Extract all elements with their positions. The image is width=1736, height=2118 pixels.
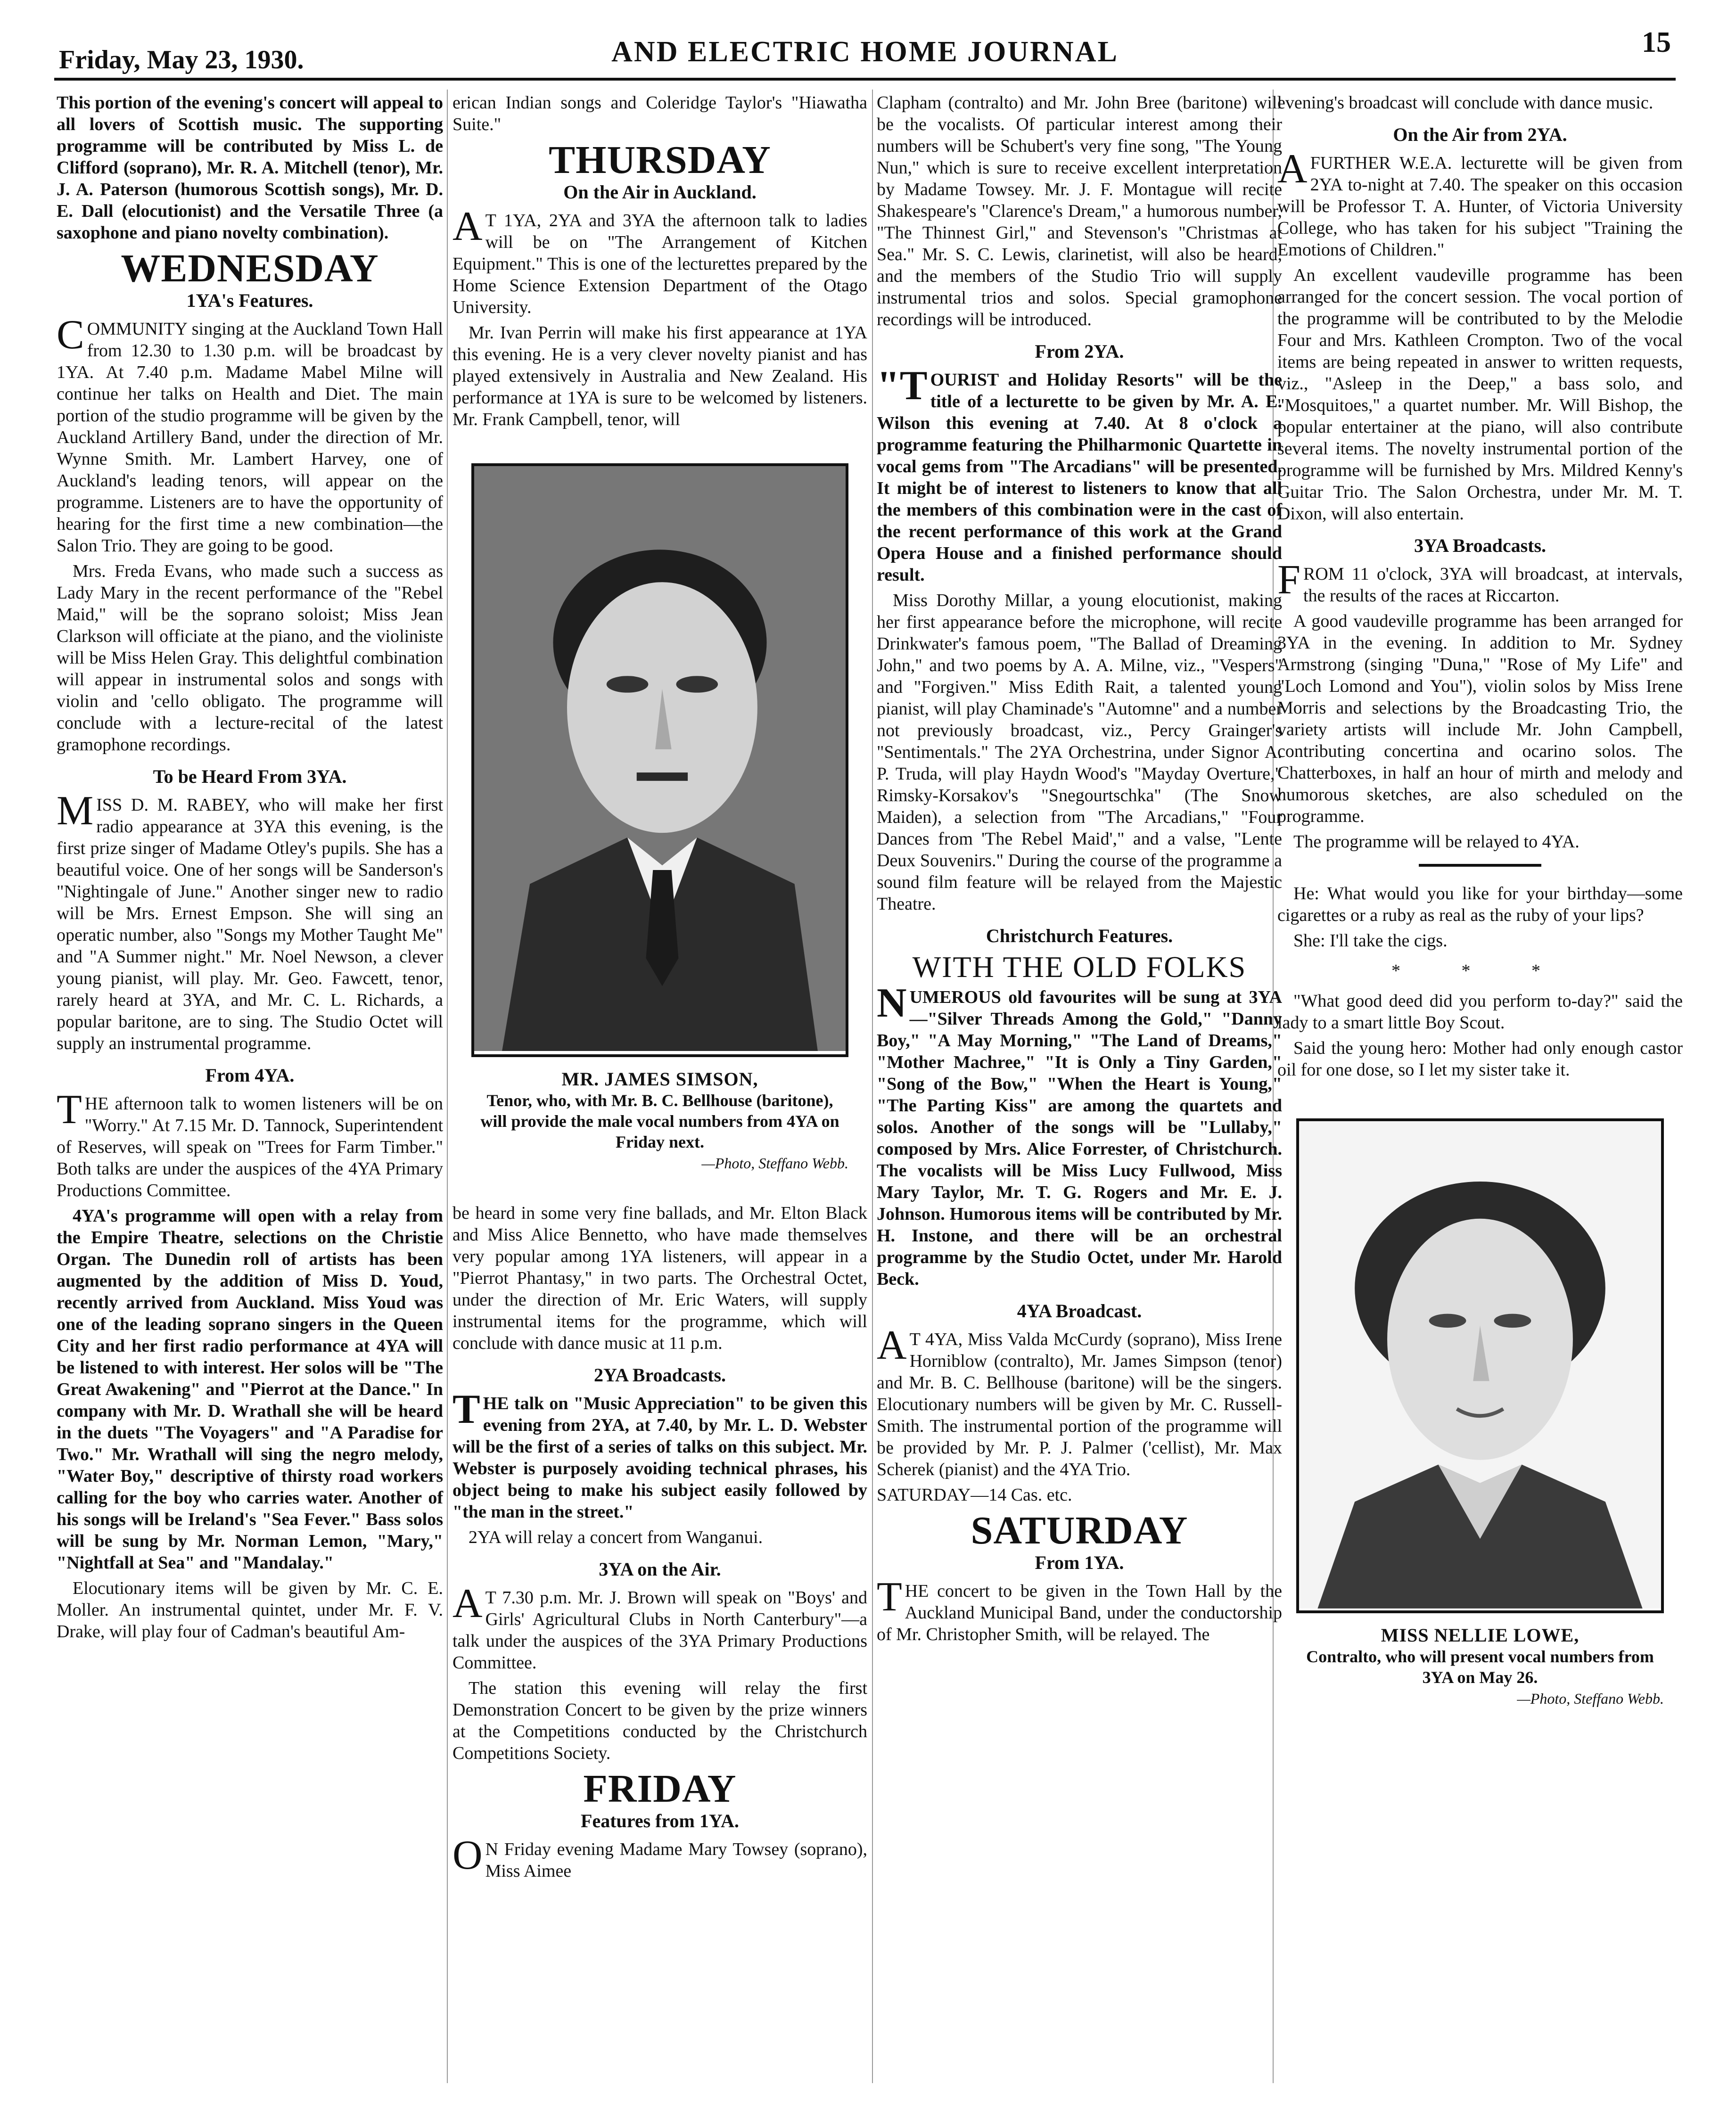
paragraph: THE afternoon talk to women listeners will be on "Worry." At 7.15 Mr. D. Tannock, Superintendent of Reserves, will speak on "Trees for Farm Timber." Both talks are under the auspices of the 4YA Primary Productions Committee. xyxy=(57,1087,443,1200)
photo-caption: Contralto, who will present vocal numbers from 3YA on May 26. xyxy=(1306,1647,1654,1687)
paragraph: SATURDAY—14 Cas. etc. xyxy=(877,1485,1072,1505)
subheading: From 1YA. xyxy=(1035,1552,1124,1573)
paragraph: 4YA's programme will open with a relay from the Empire Theatre, selections on the Christie Organ. The Dunedin roll of artists has been augmented by the addition of Miss D. Youd, recently arrived from Auckland. Miss Youd was one of the leading soprano singers in the Queen City and her first radio performance at 4YA will be listened to with interest. Her solos will be "The Great Awakening" and "Pierrot at the Dance." In company with Mr. D. Wrathall she will be heard in the duets "The Voyagers" and "A Paradise for Two." Mr. Wrathall will sing the negro melody, "Water Boy," descriptive of thirsty road workers calling for the boy who carries water. Another of his songs will be Ireland's "Sea Fever." Bass solos will be sung by Mr. Norman Lemon, "Mary," "Nightfall at Sea" and "Mandalay." xyxy=(57,1206,443,1573)
paragraph: A good vaudeville programme has been arranged for 3YA in the evening. In addition to Mr. Sydney Armstrong (singing "Duna," "Rose of My Life" and "Loch Lomond and You"), violin solos by Miss Irene Morris and selections by the Broadcasting Trio, the variety artists will include Mr. John Campbell, contributing concertina and ocarino solos. The Chatterboxes, in half an hour of mirth and melody and humorous sketches, are also scheduled on the programme. xyxy=(1277,611,1683,826)
feature-title-old-folks: WITH THE OLD FOLKS xyxy=(912,950,1247,984)
photo-james-simson xyxy=(471,463,848,1057)
column-3 xyxy=(877,92,1282,1649)
column-4 xyxy=(1277,92,1683,1709)
joke-line: She: I'll take the cigs. xyxy=(1293,931,1448,951)
column-1 xyxy=(57,92,443,1646)
subheading: 1YA's Features. xyxy=(186,290,313,311)
paragraph: "TOURIST and Holiday Resorts" will be the title of a lecturette to be given by Mr. A. E. Wilson this evening at 7.40. At 8 o'clock a programme featuring the Philharmonic Quartette in vocal gems from "The Arcadians" will be presented. It might be of interest to listeners to know that all the members of this combination were in the cast of the recent performance of this work at the Grand Opera House and a finished performance should result. xyxy=(877,363,1282,585)
paragraph: COMMUNITY singing at the Auckland Town Hall from 12.30 to 1.30 p.m. will be broadcast by 1YA. At 7.40 p.m. Madame Mabel Milne will continue her talks on Health and Diet. The main portion of the studio programme will be given by the Auckland Artillery Band, under the direction of Mr. Wynne Smith. Mr. Lambert Harvey, one of Auckland's leading tenors, will appear on the programme. Listeners are to have the opportunity of hearing for the first time a new combination—the Salon Trio. They are going to be good. xyxy=(57,312,443,556)
page-header xyxy=(54,26,1676,81)
photo-nellie-lowe xyxy=(1296,1118,1664,1613)
photo-name: MISS NELLIE LOWE, xyxy=(1381,1625,1580,1646)
subheading: 3YA on the Air. xyxy=(599,1559,721,1580)
subheading: From 4YA. xyxy=(205,1065,295,1086)
portrait-man-icon xyxy=(474,466,846,1051)
paragraph: FROM 11 o'clock, 3YA will broadcast, at intervals, the results of the races at Riccarton. xyxy=(1277,557,1683,606)
issue-date: Friday, May 23, 1930. xyxy=(59,45,304,74)
paragraph: Clapham (contralto) and Mr. John Bree (baritone) will be the vocalists. Of particular interest among their numbers will be Schubert's very fine song, "The Young Nun," which is sure to receive excellent interpretation by Madame Towsey. Mr. J. F. Montague will recite Shakespeare's "Clarence's Dream," a humorous number, "The Thinnest Girl," and Stevenson's "Christmas at Sea." Mr. S. C. Lewis, clarinetist, will also be heard, and the members of the Studio Trio will supply instrumental trios and solos. Special gramophone recordings will be introduced. xyxy=(877,93,1282,329)
paragraph: Mrs. Freda Evans, who made such a success as Lady Mary in the recent performance of the "Rebel Maid," will be the soprano soloist; Miss Jean Clarkson will officiate at the piano, and the violiniste will be Miss Helen Gray. This delightful combination will appear in instrumental solos and songs with violin and 'cello obligato. The programme will conclude with a lecture-recital of the latest gramophone recordings. xyxy=(57,561,443,755)
column-rule xyxy=(447,90,448,2083)
joke-line: He: What would you like for your birthday—some cigarettes or a ruby as real as the ruby of your lips? xyxy=(1277,884,1683,925)
paragraph: Elocutionary items will be given by Mr. C. E. Moller. An instrumental quintet, under Mr. F. V. Drake, will play four of Cadman's beautiful Am- xyxy=(57,1578,443,1642)
paragraph: MISS D. M. RABEY, who will make her first radio appearance at 3YA this evening, is the first prize singer of Madame Otley's pupils. She has a beautiful voice. One of her songs will be Sanderson's "Nightingale of June." Another singer new to radio will be Mrs. Ernest Empson. She will sing an operatic number, also "Songs my Mother Taught Me" and "A Summer night." Mr. Noel Newson, a clever young pianist, will play. Mr. Geo. Fawcett, tenor, rarely heard at 3YA, and Mr. C. L. Richards, a popular baritone, are to sing. The Studio Octet will supply an instrumental programme. xyxy=(57,788,443,1053)
paragraph: AFURTHER W.E.A. lecturette will be given from 2YA to-night at 7.40. The speaker on this occasion will be Professor T. A. Hunter, of Victoria University College, who has taken for his subject "Training the Emotions of Children." xyxy=(1277,146,1683,260)
day-heading-friday: FRIDAY xyxy=(583,1767,737,1811)
subheading: From 2YA. xyxy=(1035,341,1124,362)
day-heading-saturday: SATURDAY xyxy=(971,1509,1188,1552)
paragraph: Mr. Ivan Perrin will make his first appearance at 1YA this evening. He is a very clever novelty pianist and has played extensively in Australia and New Zealand. His performance at 1YA is sure to be welcomed by listeners. Mr. Frank Campbell, tenor, will xyxy=(453,323,867,429)
subheading: 2YA Broadcasts. xyxy=(593,1364,726,1386)
paragraph: THE talk on "Music Appreciation" to be given this evening from 2YA, at 7.40, by Mr. L. D. Webster will be the first of a series of talks on this subject. Mr. Webster is purposely avoiding technical phrases, his object being to make his subject easily followed by "the man in the street." xyxy=(453,1387,867,1522)
paragraph: AT 1YA, 2YA and 3YA the afternoon talk to ladies will be on "The Arrangement of Kitchen Equipment." This is one of the lecturettes prepared by the Home Science Extension Department of the Otago University. xyxy=(453,204,867,317)
column-2 xyxy=(453,92,867,1886)
paragraph: THE concert to be given in the Town Hall by the Auckland Municipal Band, under the conductorship of Mr. Christopher Smith, will be relayed. The xyxy=(877,1574,1282,1644)
photo-name: MR. JAMES SIMSON, xyxy=(561,1068,758,1090)
paragraph: evening's broadcast will conclude with dance music. xyxy=(1277,93,1654,113)
subheading: To be Heard From 3YA. xyxy=(153,766,347,787)
photo-block-james-simson xyxy=(471,463,848,1174)
divider xyxy=(1419,864,1541,867)
day-heading-thursday: THURSDAY xyxy=(549,138,771,182)
subheading: 4YA Broadcast. xyxy=(1017,1300,1142,1322)
column-rule xyxy=(872,90,873,2083)
subheading: Features from 1YA. xyxy=(581,1810,739,1831)
paragraph: NUMEROUS old favourites will be sung at 3YA—"Silver Threads Among the Gold," "Danny Boy," "A May Morning," "The Land of Dreams," "Mother Machree," "It is Only a Tiny Garden," "Song of the Bow," "When the Heart is Young," "The Parting Kiss" are among the quartets and solos. Another of the songs will be "Lullaby," composed by Mrs. Alice Forrester, of Christchurch. The vocalists will be Miss Lucy Fullwood, Miss Mary Taylor, Mr. T. G. Rogers and Mr. E. J. Johnson. Humorous items will be contributed by Mr. H. Instone, and there will be an orchestral programme by the Studio Octet, under Mr. Harold Beck. xyxy=(877,980,1282,1289)
paragraph: The station this evening will relay the first Demonstration Concert to be given by the prize winners at the Competitions conducted by the Christchurch Competitions Society. xyxy=(453,1678,867,1763)
subheading: Christchurch Features. xyxy=(986,925,1173,946)
paragraph: Miss Dorothy Millar, a young elocutionist, making her first appearance before the microphone, will recite Drinkwater's famous poem, "The Ballad of Dreaming John," and two poems by A. A. Milne, viz., "Vespers" and "Forgiven." Miss Edith Rait, a talented young pianist, will play Chaminade's "Automne" and a number not previously broadcast, viz., Percy Grainger's "Sentimentals." The 2YA Orchestrina, under Signor A. P. Truda, will play Haydn Wood's "Mayday Overture," Rimsky-Korsakov's "Snegourtschka" (The Snow Maiden), a selection from "The Arcadians," "Four Dances from 'The Rebel Maid'," and a valse, "Lente Deux Souvenirs." During the course of the programme a sound film feature will be relayed from the Majestic Theatre. xyxy=(877,591,1282,914)
subheading: On the Air in Auckland. xyxy=(563,181,757,203)
paragraph: This portion of the evening's concert will appeal to all lovers of Scottish music. The supporting programme will be contributed by Miss L. de Clifford (soprano), Mr. R. A. Mitchell (tenor), Mr. J. A. Paterson (humorous Scottish songs), Mr. D. E. Dall (elocutionist) and the Versatile Three (a saxophone and piano novelty combination). xyxy=(57,93,443,243)
separator-stars: * * * xyxy=(1391,961,1569,981)
subheading: On the Air from 2YA. xyxy=(1393,124,1567,145)
page-number: 15 xyxy=(1642,26,1671,58)
photo-credit: —Photo, Steffano Webb. xyxy=(701,1155,848,1172)
joke-line: Said the young hero: Mother had only enough castor oil for one dose, so I let my sister take it. xyxy=(1277,1038,1683,1080)
photo-credit: —Photo, Steffano Webb. xyxy=(1517,1690,1664,1707)
portrait-woman-icon xyxy=(1299,1121,1661,1609)
photo-block-nellie-lowe xyxy=(1296,1118,1664,1709)
day-heading-wednesday: WEDNESDAY xyxy=(121,246,379,290)
paragraph: be heard in some very fine ballads, and Mr. Elton Black and Miss Alice Bennetto, who have made themselves very popular among 1YA listeners, will appear in a "Pierrot Phantasy," in two parts. The Orchestral Octet, under the direction of Mr. Eric Waters, will supply instrumental items for the programme, which will conclude with dance music at 11 p.m. xyxy=(453,1203,867,1353)
paragraph: AT 4YA, Miss Valda McCurdy (soprano), Miss Irene Horniblow (contralto), Mr. James Simpson (tenor) and Mr. B. C. Bellhouse (baritone) will be the singers. Elocutionary numbers will be given by Mr. C. Russell-Smith. The instrumental portion of the programme will be provided by Mr. P. J. Palmer ('cellist), Mr. Max Scherek (pianist) and the 4YA Trio. xyxy=(877,1322,1282,1479)
paragraph: erican Indian songs and Coleridge Taylor's "Hiawatha Suite." xyxy=(453,93,867,134)
paragraph: The programme will be relayed to 4YA. xyxy=(1293,832,1580,852)
journal-title: AND ELECTRIC HOME JOURNAL xyxy=(611,36,1119,68)
subheading: 3YA Broadcasts. xyxy=(1414,535,1547,556)
paragraph: ON Friday evening Madame Mary Towsey (soprano), Miss Aimee xyxy=(453,1832,867,1881)
joke-line: "What good deed did you perform to-day?" said the lady to a smart little Boy Scout. xyxy=(1277,991,1683,1033)
paragraph: 2YA will relay a concert from Wanganui. xyxy=(469,1527,763,1547)
paragraph: AT 7.30 p.m. Mr. J. Brown will speak on "Boys' and Girls' Agricultural Clubs in North Canterbury"—a talk under the auspices of the 3YA Primary Productions Committee. xyxy=(453,1581,867,1673)
photo-caption: Tenor, who, with Mr. B. C. Bellhouse (baritone), will provide the male vocal numbers from 4YA on Friday next. xyxy=(480,1091,839,1151)
paragraph: An excellent vaudeville programme has been arranged for the concert session. The vocal portion of the programme will be contributed to by the Melodie Four and Mrs. Kathleen Crompton. Two of the vocal items are being repeated in answer to written requests, viz., "Asleep in the Deep," a bass solo, and "Mosquitoes," a quartet number. Mr. Will Bishop, the popular entertainer at the piano, will also contribute several items. The novelty instrumental portion of the programme will be furnished by Mrs. Mildred Kenny's Guitar Trio. The Salon Orchestra, under Mr. M. T. Dixon, will also entertain. xyxy=(1277,265,1683,524)
